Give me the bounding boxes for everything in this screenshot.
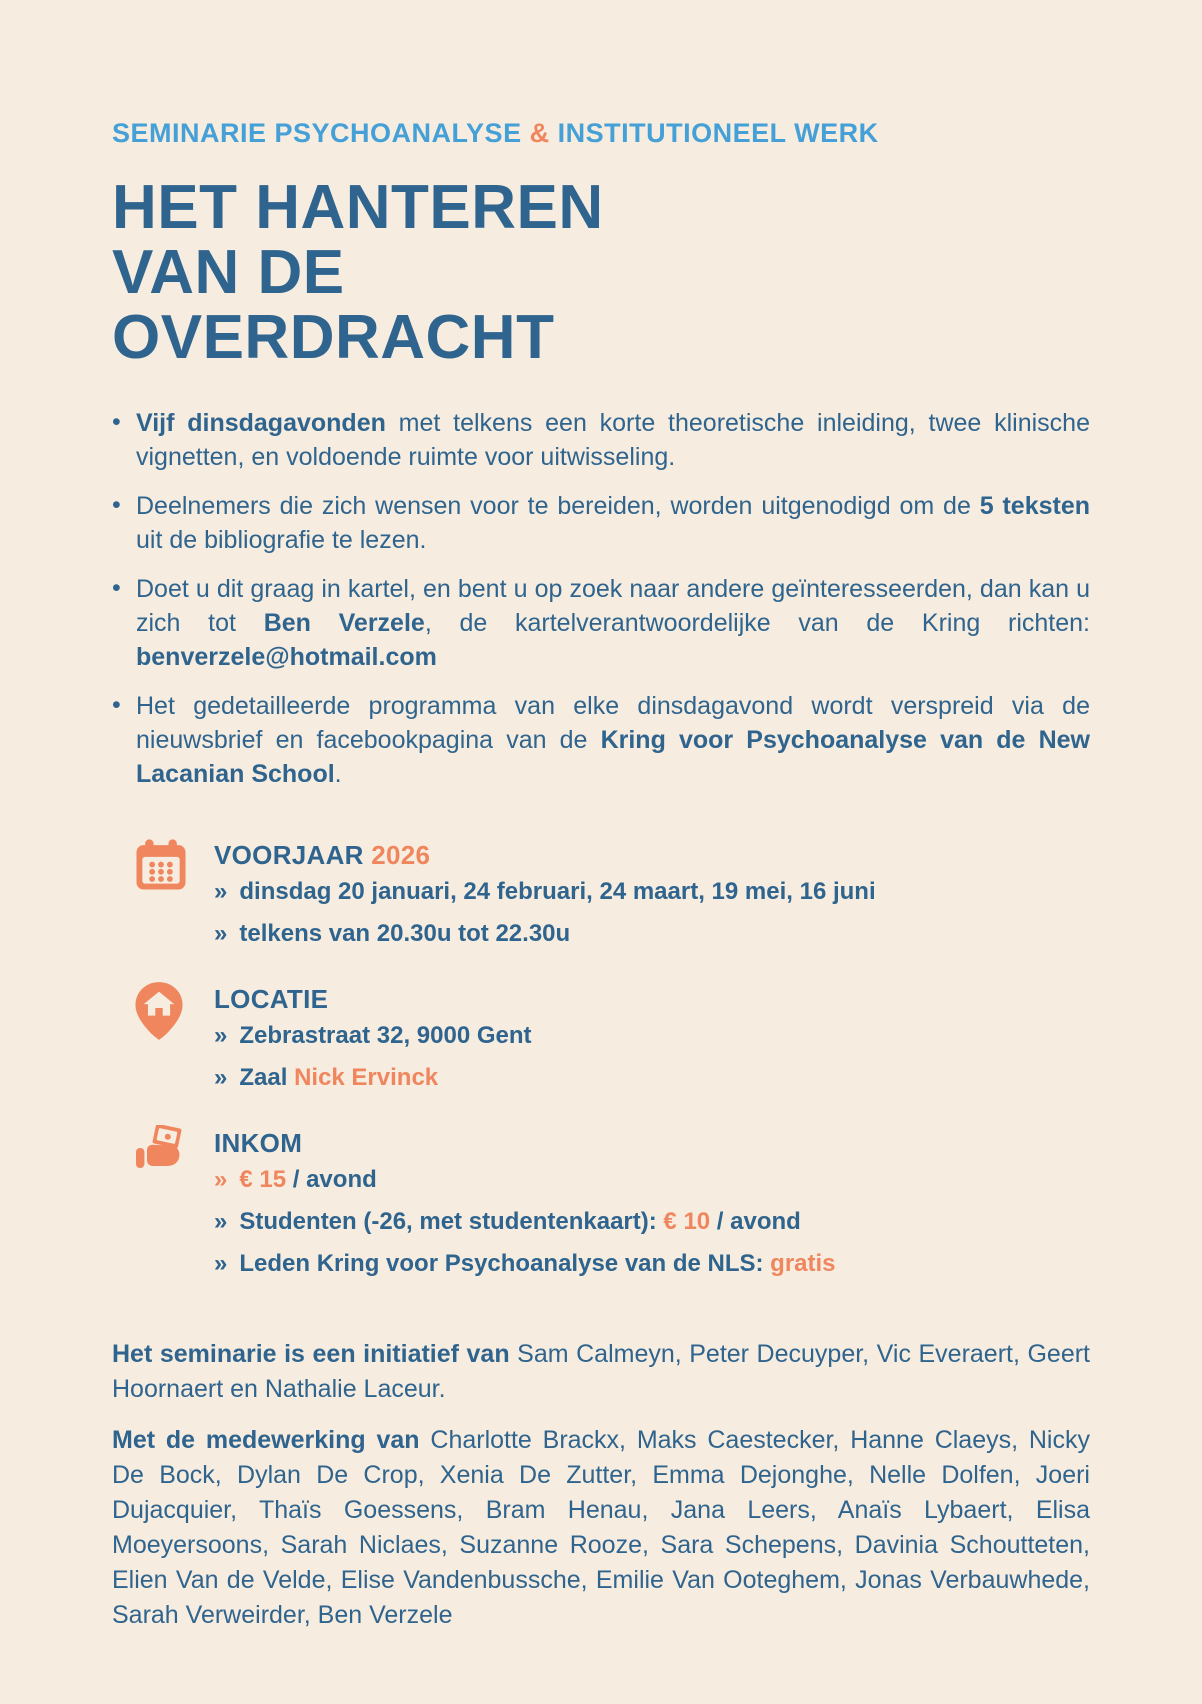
schedule-time-line <box>214 913 1090 955</box>
practical-info <box>112 837 1090 1285</box>
bullet-dot: • <box>112 691 121 719</box>
admission-student-unit: / avond <box>710 1208 801 1235</box>
admission-price-line <box>214 1159 1090 1201</box>
location-room-name: Nick Ervinck <box>294 1064 439 1091</box>
calendar-icon <box>112 837 214 893</box>
title-line-3: OVERDRACHT <box>112 303 555 372</box>
admission-heading: INKOM <box>214 1128 303 1158</box>
bullet-item-program <box>112 689 1090 791</box>
title-line-2: VAN DE <box>112 238 345 307</box>
organization-name: Kring voor Psychoanalyse van de New Lacanian School <box>136 726 1090 788</box>
schedule-dates: dinsdag 20 januari, 24 februari, 24 maart, 19 mei, 16 juni <box>239 878 876 905</box>
intro-bullet-list <box>112 406 1090 791</box>
bullet-text: , de kartelverantwoordelijke van de Kring richten: <box>424 609 1090 637</box>
schedule-year: 2026 <box>371 840 431 870</box>
schedule-details <box>214 837 1090 955</box>
admission-details <box>214 1125 1090 1285</box>
title-line-1: HET HANTEREN <box>112 173 604 242</box>
location-pin-icon <box>112 981 214 1041</box>
schedule-dates-line <box>214 871 1090 913</box>
bullet-text: 5 teksten <box>979 492 1090 520</box>
admission-members-line <box>214 1243 1090 1285</box>
admission-student-price: € 10 <box>663 1208 711 1235</box>
location-section <box>112 981 1090 1099</box>
schedule-time: telkens van 20.30u tot 22.30u <box>239 920 571 947</box>
chevron-marker: » <box>214 1064 228 1091</box>
chevron-marker: » <box>214 1250 228 1277</box>
location-address-line <box>214 1015 1090 1057</box>
kicker-ampersand: & <box>529 118 550 148</box>
bullet-dot: • <box>112 408 121 436</box>
chevron-marker: » <box>214 878 228 905</box>
admission-section <box>112 1125 1090 1285</box>
kicker-text: SEMINARIE PSYCHOANALYSE <box>112 118 530 148</box>
bullet-text: Doet u dit graag in kartel, en bent u op zoek naar andere geïnteresseerden, dan kan u zich tot <box>136 575 1090 637</box>
bullet-text: Het gedetailleerde programma van elke dinsdagavond wordt verspreid via de nieuwsbrief en facebookpagina van de <box>136 692 1090 754</box>
admission-price: € 15 <box>239 1166 287 1193</box>
location-room-line <box>214 1057 1090 1099</box>
kicker <box>112 118 1090 149</box>
initiative-lead: Het seminarie is een initiatief van <box>112 1340 510 1368</box>
schedule-heading-label: VOORJAAR <box>214 840 372 870</box>
bullet-text: Vijf dinsdagavonden <box>136 409 386 437</box>
admission-student-label: Studenten (-26, met studentenkaart): <box>239 1208 664 1235</box>
page-title <box>112 175 1090 370</box>
admission-members-label: Leden Kring voor Psychoanalyse van de NLS: <box>239 1250 771 1277</box>
bullet-item-preparation <box>112 489 1090 557</box>
location-heading: LOCATIE <box>214 984 329 1014</box>
chevron-marker: » <box>214 920 228 947</box>
contact-email: benverzele@hotmail.com <box>136 643 437 671</box>
kicker-text-2: INSTITUTIONEEL WERK <box>549 118 879 148</box>
location-room-label: Zaal <box>239 1064 295 1091</box>
bullet-text: Deelnemers die zich wensen voor te bereiden, worden uitgenodigd om de <box>136 492 980 520</box>
location-details <box>214 981 1090 1099</box>
bullet-item-sessions <box>112 406 1090 474</box>
location-address: Zebrastraat 32, 9000 Gent <box>239 1022 532 1049</box>
chevron-marker: » <box>214 1022 228 1049</box>
bullet-text: met telkens een korte theoretische inleiding, twee klinische vignetten, en voldoende ruimte voor uitwisseling. <box>136 409 1090 471</box>
contact-name: Ben Verzele <box>263 609 425 637</box>
initiative-names: Sam Calmeyn, Peter Decuyper, Vic Everaert, Geert Hoornaert en Nathalie Laceur. <box>112 1340 1090 1403</box>
money-hand-icon <box>112 1125 214 1177</box>
admission-price-unit: / avond <box>286 1166 377 1193</box>
chevron-marker: » <box>214 1208 228 1235</box>
schedule-heading <box>214 839 1090 871</box>
bullet-text: . <box>334 760 342 788</box>
admission-student-line <box>214 1201 1090 1243</box>
bullet-item-kartel <box>112 572 1090 674</box>
schedule-section <box>112 837 1090 955</box>
credits <box>112 1337 1090 1633</box>
bullet-dot: • <box>112 574 121 602</box>
chevron-marker: » <box>214 1166 228 1193</box>
admission-members-price: gratis <box>770 1250 836 1277</box>
bullet-dot: • <box>112 491 121 519</box>
bullet-text: uit de bibliografie te lezen. <box>136 526 427 554</box>
collaboration-paragraph <box>112 1423 1090 1633</box>
initiative-paragraph <box>112 1337 1090 1407</box>
collaboration-lead: Met de medewerking van <box>112 1426 420 1454</box>
collaboration-names: Charlotte Brackx, Maks Caestecker, Hanne Claeys, Nicky De Bock, Dylan De Crop, Xenia De Zutter, Emma Dejonghe, Nelle Dolfen, Joeri Dujacquier, Thaïs Goessens, Bram Henau, Jana Leers, Anaïs Lybaert, Elisa Moeyersoons, Sarah Niclaes, Suzanne Rooze, Sara Schepens, Davinia Schoutteten, Elien Van de Velde, Elise Vandenbussche, Emilie Van Ooteghem, Jonas Verbauwhede, Sarah Verweirder, Ben Verzele <box>112 1426 1090 1629</box>
